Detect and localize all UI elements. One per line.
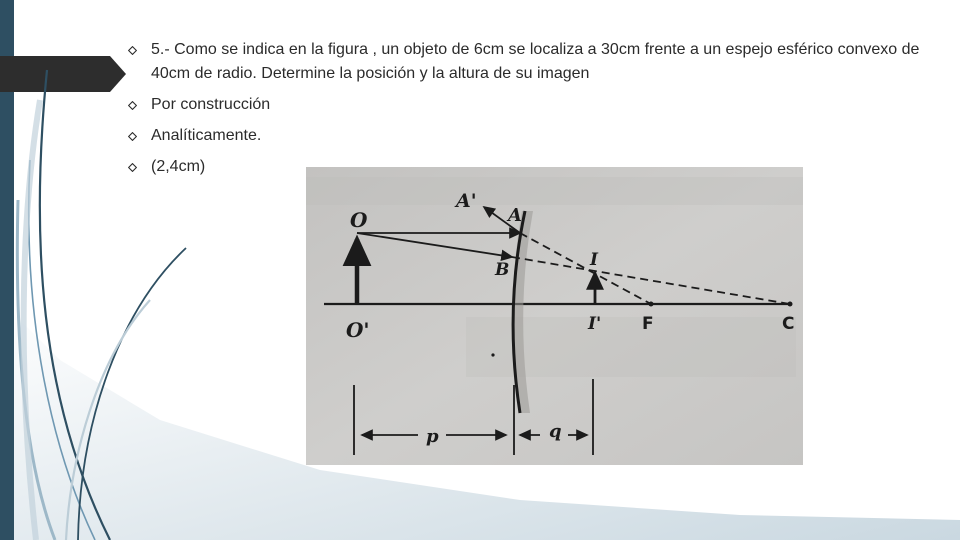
bullet-item-construccion	[126, 93, 926, 117]
label-f: F	[642, 314, 654, 334]
bullet-item-problem	[126, 38, 926, 86]
center-point	[788, 302, 793, 307]
print-bleed-top	[306, 177, 803, 205]
label-i-prime: I'	[588, 314, 602, 334]
focus-point	[649, 302, 654, 307]
label-q: q	[549, 421, 562, 442]
label-i: I	[590, 250, 598, 270]
bullet-item-analiticamente	[126, 124, 926, 148]
bullet-text: Analíticamente.	[151, 127, 262, 144]
label-b: B	[495, 260, 510, 280]
label-a: A	[508, 205, 522, 226]
mirror-ray-diagram	[306, 167, 803, 465]
print-speck	[491, 353, 494, 356]
diamond-outline-icon	[128, 46, 137, 55]
bullet-text: (2,4cm)	[151, 158, 206, 175]
bullet-text: Por construcción	[151, 96, 271, 113]
label-p: p	[426, 426, 439, 447]
bullet-list	[126, 38, 926, 186]
label-o: O	[350, 208, 368, 232]
diamond-outline-icon	[128, 163, 137, 172]
bullet-text: 5.- Como se indica en la figura , un objeto de 6cm se localiza a 30cm frente a un espejo esférico convexo de 40cm de radio. Determine la posición y la altura de su imagen	[151, 41, 920, 82]
diamond-outline-icon	[128, 101, 137, 110]
title-tab	[0, 56, 126, 92]
label-a-prime: A'	[456, 190, 477, 212]
label-c: C	[782, 314, 795, 334]
label-o-prime: O'	[346, 318, 370, 342]
diamond-outline-icon	[128, 132, 137, 141]
